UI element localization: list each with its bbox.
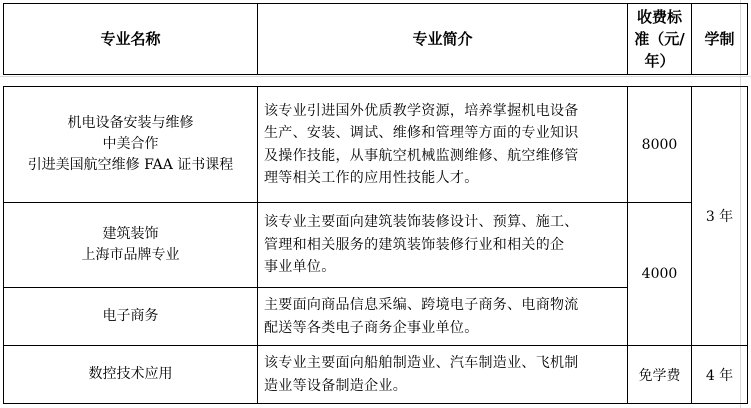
fee-cell: 8000 xyxy=(628,87,692,203)
sheet-gridline xyxy=(0,76,751,77)
majors-table xyxy=(3,86,748,404)
major-name-line: 数控技术应用 xyxy=(88,366,173,382)
table-row xyxy=(4,203,748,288)
table-row xyxy=(4,87,748,203)
fee-cell: 免学费 xyxy=(628,346,692,404)
header-fee xyxy=(628,4,692,75)
major-intro-line: 该专业主要面向建筑装饰装修设计、预算、施工、 xyxy=(264,214,579,231)
major-intro-line: 造业等设备制造企业。 xyxy=(264,377,407,394)
major-intro-cell xyxy=(258,288,628,346)
header-table xyxy=(3,3,748,75)
major-name-cell xyxy=(4,346,258,404)
length-cell: 4 年 xyxy=(692,346,748,404)
header-major-intro: 专业简介 xyxy=(258,4,628,75)
major-intro-line: 该专业主要面向船舶制造业、汽车制造业、飞机制 xyxy=(264,355,579,371)
major-intro-cell xyxy=(258,87,628,203)
major-intro-line: 主要面向商品信息采编、跨境电子商务、电商物流 xyxy=(264,297,579,313)
header-fee-line: 收费标 xyxy=(636,8,682,26)
fee-cell: 4000 xyxy=(628,203,692,346)
major-intro-line: 及操作技能，从事航空机械监测维修、航空维修管 xyxy=(264,147,579,164)
header-fee-line: 年） xyxy=(644,52,675,70)
major-intro-line: 配送等各类电子商务企事业单位。 xyxy=(264,319,479,336)
major-name-line: 建筑装饰 xyxy=(102,226,159,242)
header-fee-line: 准（元/ xyxy=(634,30,685,48)
major-name-line: 电子商务 xyxy=(102,308,159,324)
major-intro-line: 理等相关工作的应用性技能人才。 xyxy=(264,170,479,186)
major-intro-line: 生产、安装、调试、维修和管理等方面的专业知识 xyxy=(264,125,579,141)
major-intro-cell xyxy=(258,203,628,288)
major-intro-cell xyxy=(258,346,628,404)
header-length: 学制 xyxy=(692,4,748,75)
major-name-cell xyxy=(4,288,258,346)
major-intro-line: 事业单位。 xyxy=(264,259,336,276)
major-name-line: 中美合作 xyxy=(102,136,159,152)
major-name-line: 上海市品牌专业 xyxy=(81,247,180,263)
length-cell: 3 年 xyxy=(692,87,748,346)
table-row xyxy=(4,346,748,404)
major-intro-line: 该专业引进国外优质教学资源，培养掌握机电设备 xyxy=(264,102,579,119)
major-name-cell xyxy=(4,203,258,288)
header-row xyxy=(4,4,748,75)
major-name-line: 机电设备安装与维修 xyxy=(67,115,194,131)
major-name-line: 引进美国航空维修 FAA 证书课程 xyxy=(27,157,234,173)
header-major-name: 专业名称 xyxy=(4,4,258,75)
major-name-cell xyxy=(4,87,258,203)
major-intro-line: 管理和相关服务的建筑装饰装修行业和相关的企 xyxy=(264,236,565,253)
